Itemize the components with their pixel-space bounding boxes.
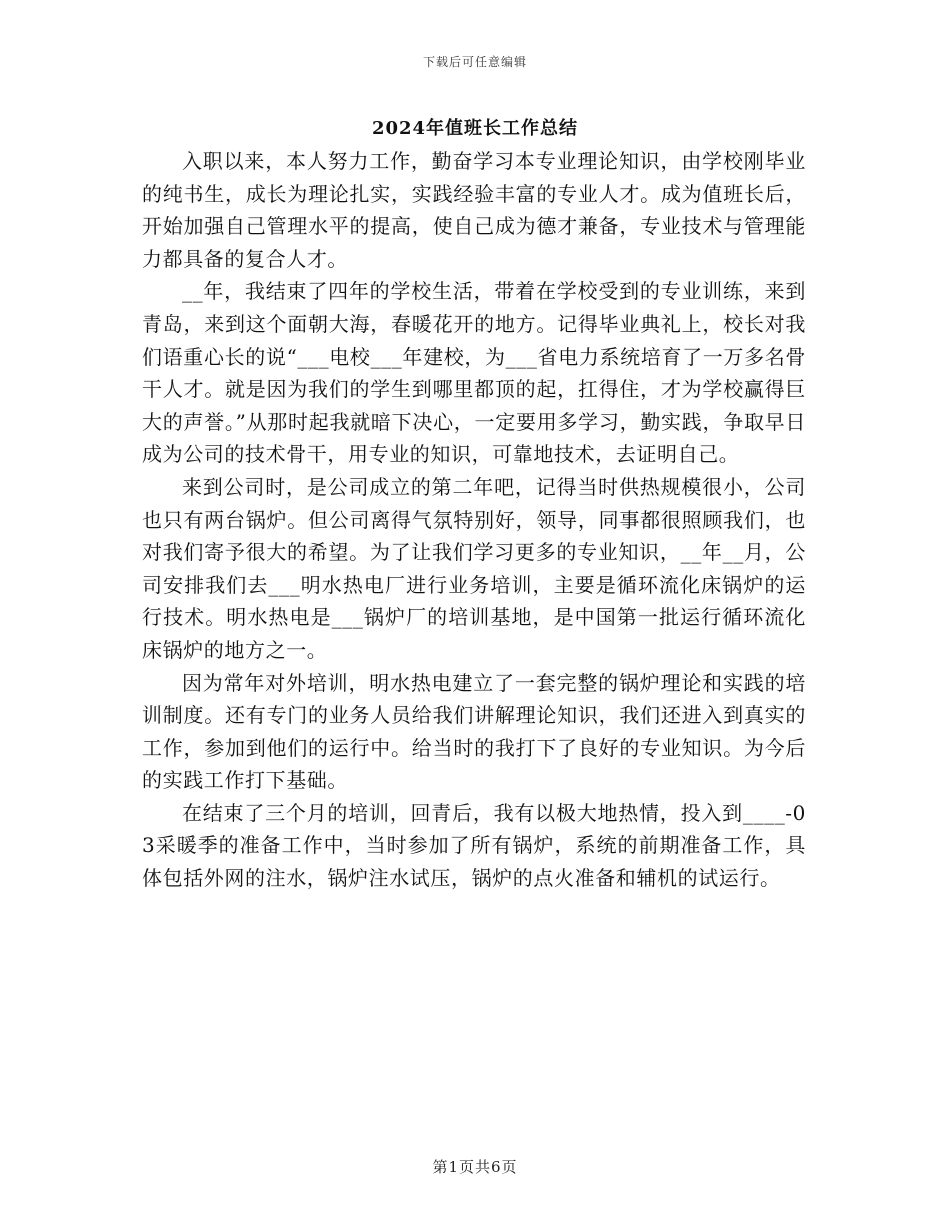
- paragraph: 入职以来，本人努力工作，勤奋学习本专业理论知识，由学校刚毕业的纯书生，成长为理论扎实，实践经验丰富的专业人才。成为值班长后，开始加强自己管理水平的提高，使自己成为德才兼备，专业技术与管理能力都具备的复合人才。: [142, 149, 806, 271]
- paragraph: __年，我结束了四年的学校生活，带着在学校受到的专业训练，来到青岛，来到这个面朝大海，春暖花开的地方。记得毕业典礼上，校长对我们语重心长的说“___电校___年建校，为___省电力系统培育了一万多名骨干人才。就是因为我们的学生到哪里都顶的起，扛得住，才为学校赢得巨大的声誉。”从那时起我就暗下决心，一定要用多学习，勤实践，争取早日成为公司的技术骨干，用专业的知识，可靠地技术，去证明自己。: [142, 279, 806, 467]
- document-title: 2024年值班长工作总结: [371, 118, 579, 139]
- paragraph: 来到公司时，是公司成立的第二年吧，记得当时供热规模很小，公司也只有两台锅炉。但公司离得气氛特别好，领导，同事都很照顾我们，也对我们寄予很大的希望。为了让我们学习更多的专业知识，__年__月，公司安排我们去___明水热电厂进行业务培训，主要是循环流化床锅炉的运行技术。明水热电是___锅炉厂的培训基地，是中国第一批运行循环流化床锅炉的地方之一。: [142, 474, 806, 662]
- document-body: [142, 145, 806, 895]
- header-note: 下载后可任意编辑: [422, 55, 527, 69]
- paragraph: 在结束了三个月的培训，回青后，我有以极大地热情，投入到____-03采暖季的准备工作中，当时参加了所有锅炉，系统的前期准备工作，具体包括外网的注水，锅炉注水试压，锅炉的点火准备和辅机的试运行。: [142, 800, 806, 891]
- page-footer: 第1页共6页: [432, 1158, 518, 1176]
- paragraph: 因为常年对外培训，明水热电建立了一套完整的锅炉理论和实践的培训制度。还有专门的业务人员给我们讲解理论知识，我们还进入到真实的工作，参加到他们的运行中。给当时的我打下了良好的专业知识。为今后的实践工作打下基础。: [142, 670, 806, 793]
